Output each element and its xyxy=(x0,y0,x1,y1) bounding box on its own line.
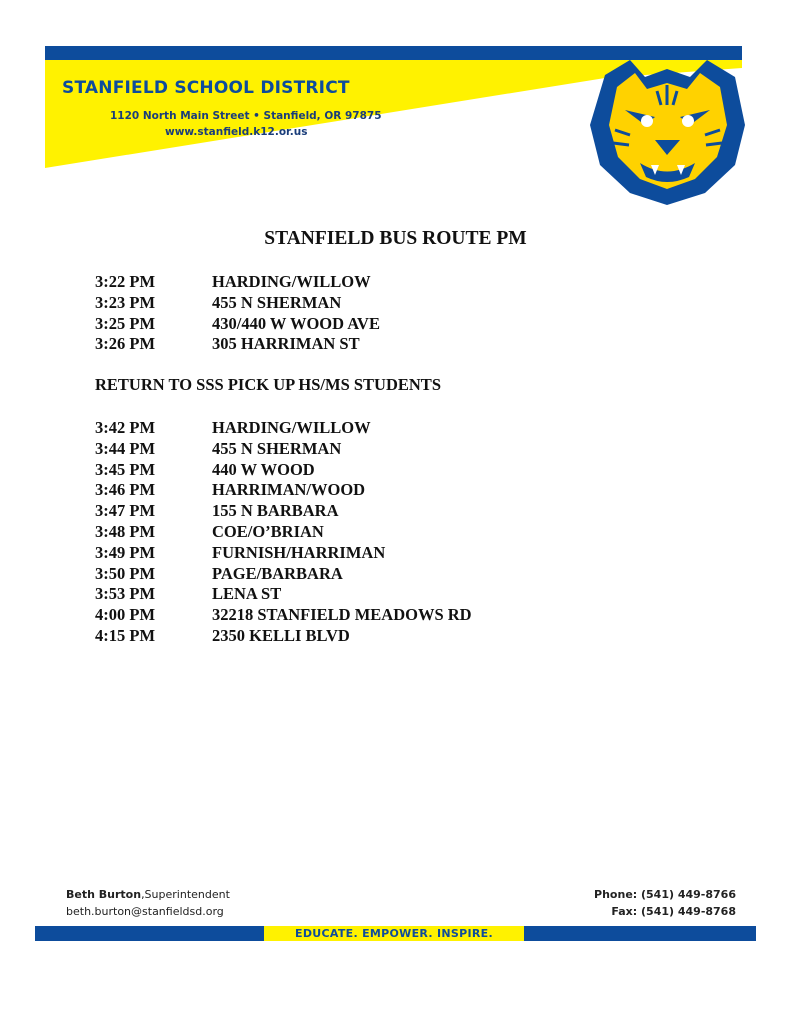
fax-number: Fax: (541) 449-8768 xyxy=(611,905,736,918)
stop-time: 3:47 PM xyxy=(95,501,156,521)
superintendent-name xyxy=(66,888,230,901)
stop-location: FURNISH/HARRIMAN xyxy=(212,542,386,562)
stop-location: 430/440 W WOOD AVE xyxy=(212,313,380,333)
district-website: www.stanfield.k12.or.us xyxy=(165,126,308,138)
letterhead xyxy=(0,0,791,220)
stop-location: 2350 KELLI BLVD xyxy=(212,625,350,645)
name-text: Beth Burton xyxy=(66,888,142,901)
stop-time: 3:42 PM xyxy=(95,418,156,437)
district-motto: EDUCATE. EMPOWER. INSPIRE. xyxy=(295,927,493,940)
role-text: ,Superintendent xyxy=(141,888,230,901)
stop-time: 3:26 PM xyxy=(95,334,156,354)
return-note: RETURN TO SSS PICK UP HS/MS STUDENTS xyxy=(95,375,441,394)
district-address: 1120 North Main Street • Stanfield, OR 97875 xyxy=(110,110,382,122)
stop-time: 3:45 PM xyxy=(95,459,156,479)
stop-location: COE/O’BRIAN xyxy=(212,521,324,541)
stop-time: 3:50 PM xyxy=(95,563,156,583)
superintendent-email: beth.burton@stanfieldsd.org xyxy=(66,905,224,918)
tiger-head-icon xyxy=(585,55,750,207)
stop-location: HARDING/WILLOW xyxy=(212,418,371,437)
stop-location: 305 HARRIMAN ST xyxy=(212,334,360,354)
stop-location: 455 N SHERMAN xyxy=(212,292,342,312)
stop-time: 3:46 PM xyxy=(95,480,156,500)
stop-time: 4:00 PM xyxy=(95,605,156,625)
stop-location: 32218 STANFIELD MEADOWS RD xyxy=(212,605,472,625)
stop-time: 3:22 PM xyxy=(95,272,156,291)
stop-location: PAGE/BARBARA xyxy=(212,563,343,583)
stop-time: 3:23 PM xyxy=(95,292,156,312)
stop-time: 3:48 PM xyxy=(95,521,156,541)
district-name: STANFIELD SCHOOL DISTRICT xyxy=(62,78,350,98)
footer-bar-left xyxy=(35,926,264,941)
document-title: STANFIELD BUS ROUTE PM xyxy=(264,228,527,249)
stop-location: LENA ST xyxy=(212,584,282,604)
stop-time: 3:25 PM xyxy=(95,313,156,333)
stop-time: 3:49 PM xyxy=(95,542,156,562)
stop-time: 4:15 PM xyxy=(95,625,156,645)
stop-location: HARRIMAN/WOOD xyxy=(212,480,366,500)
stop-location: 455 N SHERMAN xyxy=(212,438,342,458)
stop-location: 440 W WOOD xyxy=(212,459,315,479)
stop-time: 3:53 PM xyxy=(95,584,156,604)
phone-number: Phone: (541) 449-8766 xyxy=(594,888,736,901)
stop-location: HARDING/WILLOW xyxy=(212,272,371,291)
stop-location: 155 N BARBARA xyxy=(212,501,339,521)
footer-bar-right xyxy=(524,926,756,941)
stop-time: 3:44 PM xyxy=(95,438,156,458)
